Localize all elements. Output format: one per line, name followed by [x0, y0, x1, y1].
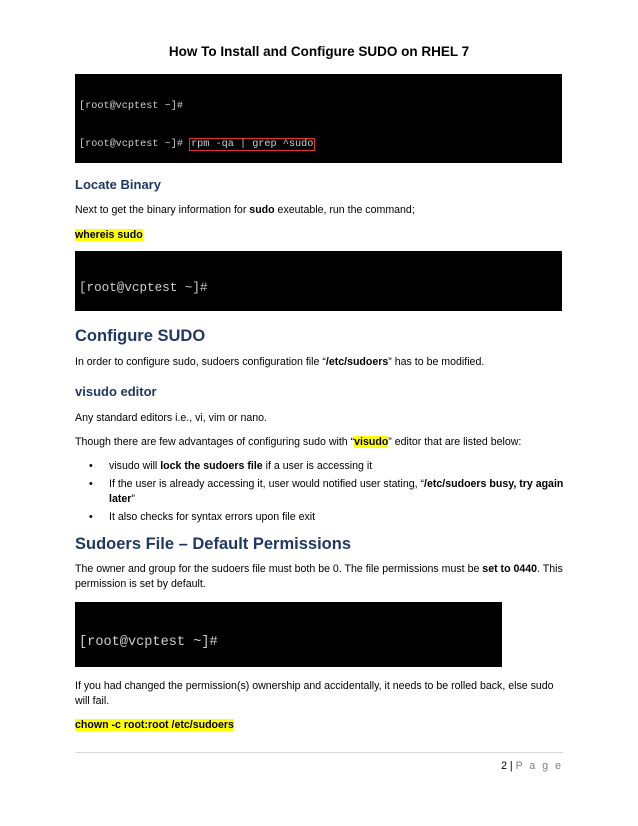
- paragraph-configure: In order to configure sudo, sudoers configuration file “/etc/sudoers” has to be modified.: [75, 356, 485, 368]
- document-title: How To Install and Configure SUDO on RHEL 7: [168, 44, 470, 59]
- highlighted-command: rpm -qa | grep ^sudo: [191, 138, 314, 150]
- terminal-prompt: [root@vcptest ~]#: [79, 138, 183, 150]
- page-number: 2: [501, 760, 507, 772]
- terminal-line: [79, 635, 498, 651]
- paragraph-editors: Any standard editors i.e., vi, vim or nano.: [75, 412, 267, 424]
- terminal-line: [79, 281, 558, 295]
- bullet-icon: •: [89, 460, 93, 472]
- terminal-line: [79, 139, 558, 152]
- bullet-icon: •: [89, 478, 93, 490]
- footer-divider: [75, 752, 563, 753]
- paragraph-rollback: If you had changed the permission(s) ownership and accidentally, it needs to be rolled back, else sudo will fail.: [75, 680, 554, 707]
- list-item: • It also checks for syntax errors upon file exit: [89, 511, 316, 523]
- highlighted-command-text: whereis sudo: [75, 229, 143, 241]
- terminal-prompt: [root@vcptest ~]#: [79, 101, 183, 112]
- terminal-prompt: [root@vcptest ~]#: [79, 280, 208, 295]
- terminal-line: [79, 101, 558, 114]
- section-heading-configure-sudo: Configure SUDO: [75, 327, 206, 345]
- command-whereis: [75, 228, 565, 243]
- terminal-screenshot-whereis: [75, 251, 562, 311]
- page-footer: 2 | P a g e: [501, 760, 563, 772]
- terminal-screenshot-rpm-query: [75, 74, 562, 163]
- list-item: • visudo will lock the sudoers file if a user is accessing it: [89, 460, 373, 472]
- section-heading-locate-binary: Locate Binary: [75, 177, 161, 192]
- advantages-list: [75, 459, 565, 528]
- bullet-icon: •: [89, 511, 93, 523]
- terminal-prompt: [root@vcptest ~]#: [79, 635, 218, 651]
- paragraph-locate: Next to get the binary information for sudo exeutable, run the command;: [75, 204, 415, 216]
- list-item: • If the user is already accessing it, user would notified user stating, “/etc/sudoers busy, try again later”: [89, 478, 564, 505]
- highlighted-command-text: chown -c root:root /etc/sudoers: [75, 719, 234, 731]
- section-heading-default-permissions: Sudoers File – Default Permissions: [75, 535, 352, 553]
- paragraph-advantages: Though there are few advantages of configuring sudo with “visudo” editor that are listed below:: [75, 436, 522, 448]
- paragraph-permissions: The owner and group for the sudoers file must both be 0. The file permissions must be set to 0440. This permission is set by default.: [75, 563, 563, 590]
- section-heading-visudo: visudo editor: [75, 384, 157, 399]
- terminal-screenshot-ls: [75, 602, 502, 667]
- page-label: P a g e: [515, 760, 563, 772]
- command-chown: [75, 718, 565, 733]
